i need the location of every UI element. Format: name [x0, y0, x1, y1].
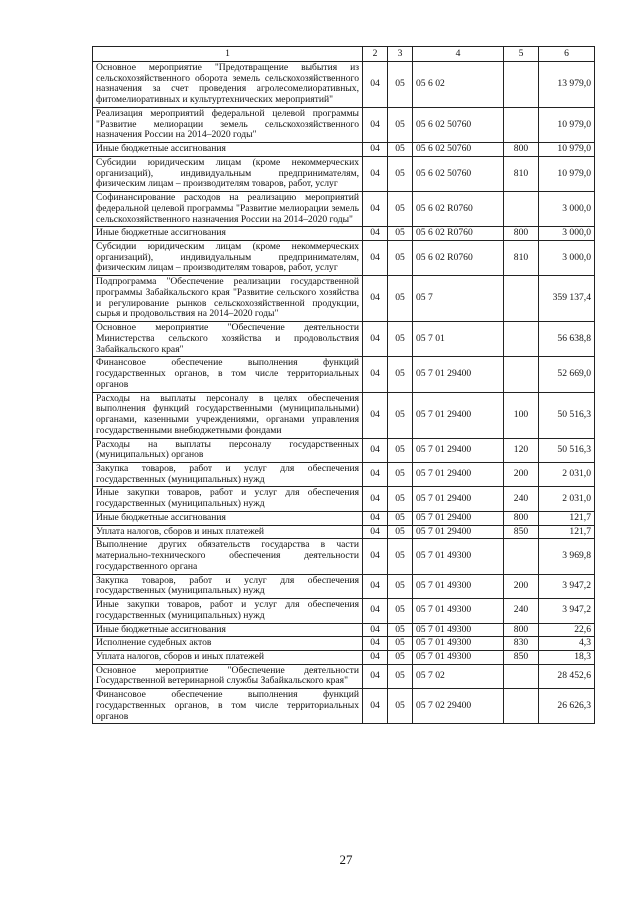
expense-type-cell	[504, 107, 539, 142]
section-cell: 04	[363, 357, 388, 392]
expense-type-cell: 800	[504, 623, 539, 637]
expense-type-cell: 810	[504, 241, 539, 276]
amount-cell: 56 638,8	[539, 322, 595, 357]
amount-cell: 10 979,0	[539, 107, 595, 142]
expense-type-cell: 200	[504, 574, 539, 598]
expense-name-cell: Подпрограмма "Обеспечение реализации государственной программы Забайкальского края "Развитие сельского хозяйства и регулирование рынков сельскохозяйственной продукции, сырья и продовольствия на 2014–2020 годы"	[93, 276, 363, 322]
expense-name-cell: Иные бюджетные ассигнования	[93, 143, 363, 157]
amount-cell: 50 516,3	[539, 392, 595, 438]
expense-type-cell: 800	[504, 511, 539, 525]
expense-name-cell: Иные бюджетные ассигнования	[93, 623, 363, 637]
amount-cell: 10 979,0	[539, 143, 595, 157]
table-row	[93, 599, 595, 623]
amount-cell: 2 031,0	[539, 462, 595, 486]
section-cell: 04	[363, 438, 388, 462]
column-header: 1	[93, 47, 363, 62]
amount-cell: 3 947,2	[539, 599, 595, 623]
section-cell: 04	[363, 664, 388, 688]
table-row	[93, 192, 595, 227]
target-article-cell: 05 7 02 29400	[413, 689, 504, 724]
section-cell: 04	[363, 392, 388, 438]
amount-cell: 4,3	[539, 637, 595, 651]
amount-cell: 3 969,8	[539, 539, 595, 574]
target-article-cell: 05 7 01 29400	[413, 438, 504, 462]
expense-type-cell: 120	[504, 438, 539, 462]
subsection-cell: 05	[388, 192, 413, 227]
table-row	[93, 438, 595, 462]
target-article-cell: 05 7 02	[413, 664, 504, 688]
section-cell: 04	[363, 525, 388, 539]
table-row	[93, 511, 595, 525]
subsection-cell: 05	[388, 637, 413, 651]
table-row	[93, 539, 595, 574]
table-row	[93, 227, 595, 241]
section-cell: 04	[363, 322, 388, 357]
table-row	[93, 107, 595, 142]
amount-cell: 18,3	[539, 650, 595, 664]
amount-cell: 26 626,3	[539, 689, 595, 724]
section-cell: 04	[363, 689, 388, 724]
target-article-cell: 05 7 01 29400	[413, 462, 504, 486]
section-cell: 04	[363, 62, 388, 108]
expense-type-cell: 830	[504, 637, 539, 651]
expense-name-cell: Иные бюджетные ассигнования	[93, 511, 363, 525]
target-article-cell: 05 7 01 49300	[413, 637, 504, 651]
expense-type-cell: 850	[504, 525, 539, 539]
table-body	[93, 62, 595, 724]
subsection-cell: 05	[388, 438, 413, 462]
expense-name-cell: Субсидии юридическим лицам (кроме некоммерческих организаций), индивидуальным предпринимателям, физическим лицам – производителям товаров, работ, услуг	[93, 156, 363, 191]
amount-cell: 10 979,0	[539, 156, 595, 191]
section-cell: 04	[363, 623, 388, 637]
expense-name-cell: Исполнение судебных актов	[93, 637, 363, 651]
subsection-cell: 05	[388, 599, 413, 623]
amount-cell: 3 000,0	[539, 241, 595, 276]
expense-name-cell: Закупка товаров, работ и услуг для обеспечения государственных (муниципальных) нужд	[93, 574, 363, 598]
table-row	[93, 462, 595, 486]
amount-cell: 3 000,0	[539, 227, 595, 241]
subsection-cell: 05	[388, 227, 413, 241]
amount-cell: 28 452,6	[539, 664, 595, 688]
target-article-cell: 05 7 01	[413, 322, 504, 357]
column-header: 2	[363, 47, 388, 62]
expense-type-cell	[504, 664, 539, 688]
table-row	[93, 637, 595, 651]
subsection-cell: 05	[388, 511, 413, 525]
expense-type-cell	[504, 322, 539, 357]
table-row	[93, 357, 595, 392]
target-article-cell: 05 6 02 50760	[413, 156, 504, 191]
subsection-cell: 05	[388, 650, 413, 664]
table-row	[93, 623, 595, 637]
budget-table	[92, 46, 595, 724]
table-row	[93, 322, 595, 357]
section-cell: 04	[363, 574, 388, 598]
expense-type-cell: 240	[504, 599, 539, 623]
expense-type-cell	[504, 357, 539, 392]
subsection-cell: 05	[388, 487, 413, 511]
subsection-cell: 05	[388, 357, 413, 392]
table-row	[93, 62, 595, 108]
section-cell: 04	[363, 156, 388, 191]
subsection-cell: 05	[388, 574, 413, 598]
section-cell: 04	[363, 241, 388, 276]
page-number: 27	[339, 852, 353, 867]
expense-type-cell	[504, 689, 539, 724]
subsection-cell: 05	[388, 156, 413, 191]
target-article-cell: 05 7	[413, 276, 504, 322]
expense-name-cell: Выполнение других обязательств государства в части материально-технического обеспечения деятельности государственного органа	[93, 539, 363, 574]
target-article-cell: 05 7 01 49300	[413, 650, 504, 664]
target-article-cell: 05 7 01 49300	[413, 599, 504, 623]
column-header: 5	[504, 47, 539, 62]
table-row	[93, 650, 595, 664]
expense-type-cell: 240	[504, 487, 539, 511]
amount-cell: 2 031,0	[539, 487, 595, 511]
expense-type-cell	[504, 62, 539, 108]
expense-type-cell: 100	[504, 392, 539, 438]
expense-name-cell: Закупка товаров, работ и услуг для обеспечения государственных (муниципальных) нужд	[93, 462, 363, 486]
column-header: 4	[413, 47, 504, 62]
column-header: 3	[388, 47, 413, 62]
expense-name-cell: Основное мероприятие "Обеспечение деятельности Государственной ветеринарной службы Забайкальского края"	[93, 664, 363, 688]
section-cell: 04	[363, 462, 388, 486]
subsection-cell: 05	[388, 623, 413, 637]
subsection-cell: 05	[388, 322, 413, 357]
table-row	[93, 525, 595, 539]
subsection-cell: 05	[388, 392, 413, 438]
amount-cell: 52 669,0	[539, 357, 595, 392]
table-row	[93, 392, 595, 438]
target-article-cell: 05 7 01 49300	[413, 623, 504, 637]
expense-name-cell: Иные закупки товаров, работ и услуг для обеспечения государственных (муниципальных) нужд	[93, 599, 363, 623]
expense-name-cell: Финансовое обеспечение выполнения функций государственных органов, в том числе территориальных органов	[93, 357, 363, 392]
expense-type-cell: 200	[504, 462, 539, 486]
table-row	[93, 241, 595, 276]
expense-type-cell	[504, 539, 539, 574]
expense-name-cell: Финансовое обеспечение выполнения функций государственных органов, в том числе территориальных органов	[93, 689, 363, 724]
subsection-cell: 05	[388, 525, 413, 539]
amount-cell: 359 137,4	[539, 276, 595, 322]
section-cell: 04	[363, 143, 388, 157]
expense-type-cell	[504, 276, 539, 322]
table-row	[93, 156, 595, 191]
subsection-cell: 05	[388, 462, 413, 486]
section-cell: 04	[363, 511, 388, 525]
target-article-cell: 05 7 01 29400	[413, 525, 504, 539]
expense-type-cell: 850	[504, 650, 539, 664]
expense-name-cell: Уплата налогов, сборов и иных платежей	[93, 525, 363, 539]
expense-name-cell: Иные закупки товаров, работ и услуг для обеспечения государственных (муниципальных) нужд	[93, 487, 363, 511]
amount-cell: 50 516,3	[539, 438, 595, 462]
subsection-cell: 05	[388, 539, 413, 574]
target-article-cell: 05 7 01 29400	[413, 357, 504, 392]
target-article-cell: 05 6 02	[413, 62, 504, 108]
amount-cell: 121,7	[539, 525, 595, 539]
column-header: 6	[539, 47, 595, 62]
subsection-cell: 05	[388, 276, 413, 322]
amount-cell: 3 947,2	[539, 574, 595, 598]
expense-name-cell: Расходы на выплаты персоналу государственных (муниципальных) органов	[93, 438, 363, 462]
table-row	[93, 574, 595, 598]
expense-name-cell: Расходы на выплаты персоналу в целях обеспечения выполнения функций государственными (муниципальными) органами, казенными учреждениями, органами управления государственными внебюджетными фондами	[93, 392, 363, 438]
expense-name-cell: Реализация мероприятий федеральной целевой программы "Развитие мелиорации земель сельскохозяйственного назначения России на 2014–2020 годы"	[93, 107, 363, 142]
section-cell: 04	[363, 107, 388, 142]
amount-cell: 13 979,0	[539, 62, 595, 108]
table-row	[93, 276, 595, 322]
amount-cell: 121,7	[539, 511, 595, 525]
target-article-cell: 05 6 02 R0760	[413, 241, 504, 276]
expense-type-cell: 800	[504, 143, 539, 157]
expense-type-cell: 800	[504, 227, 539, 241]
section-cell: 04	[363, 487, 388, 511]
expense-name-cell: Уплата налогов, сборов и иных платежей	[93, 650, 363, 664]
subsection-cell: 05	[388, 107, 413, 142]
target-article-cell: 05 6 02 50760	[413, 107, 504, 142]
section-cell: 04	[363, 227, 388, 241]
table-row	[93, 664, 595, 688]
section-cell: 04	[363, 599, 388, 623]
expense-type-cell: 810	[504, 156, 539, 191]
expense-name-cell: Субсидии юридическим лицам (кроме некоммерческих организаций), индивидуальным предпринимателям, физическим лицам – производителям товаров, работ, услуг	[93, 241, 363, 276]
target-article-cell: 05 7 01 49300	[413, 539, 504, 574]
amount-cell: 22,6	[539, 623, 595, 637]
table-row	[93, 143, 595, 157]
subsection-cell: 05	[388, 143, 413, 157]
target-article-cell: 05 7 01 29400	[413, 487, 504, 511]
target-article-cell: 05 7 01 29400	[413, 392, 504, 438]
subsection-cell: 05	[388, 241, 413, 276]
target-article-cell: 05 7 01 49300	[413, 574, 504, 598]
target-article-cell: 05 6 02 50760	[413, 143, 504, 157]
target-article-cell: 05 6 02 R0760	[413, 192, 504, 227]
section-cell: 04	[363, 637, 388, 651]
table-row	[93, 487, 595, 511]
target-article-cell: 05 6 02 R0760	[413, 227, 504, 241]
expense-name-cell: Основное мероприятие "Предотвращение выбытия из сельскохозяйственного оборота земель сельскохозяйственного назначения за счет проведения агролесомелиоративных, фитомелиоративных и культуртехнических мероприятий"	[93, 62, 363, 108]
expense-type-cell	[504, 192, 539, 227]
section-cell: 04	[363, 539, 388, 574]
subsection-cell: 05	[388, 62, 413, 108]
subsection-cell: 05	[388, 664, 413, 688]
section-cell: 04	[363, 192, 388, 227]
target-article-cell: 05 7 01 29400	[413, 511, 504, 525]
expense-name-cell: Софинансирование расходов на реализацию мероприятий федеральной целевой программы "Развитие мелиорации земель сельскохозяйственного назначения России на 2014–2020 годы"	[93, 192, 363, 227]
expense-name-cell: Иные бюджетные ассигнования	[93, 227, 363, 241]
section-cell: 04	[363, 650, 388, 664]
table-row	[93, 689, 595, 724]
amount-cell: 3 000,0	[539, 192, 595, 227]
expense-name-cell: Основное мероприятие "Обеспечение деятельности Министерства сельского хозяйства и продовольствия Забайкальского края"	[93, 322, 363, 357]
header-row	[93, 47, 595, 62]
section-cell: 04	[363, 276, 388, 322]
subsection-cell: 05	[388, 689, 413, 724]
